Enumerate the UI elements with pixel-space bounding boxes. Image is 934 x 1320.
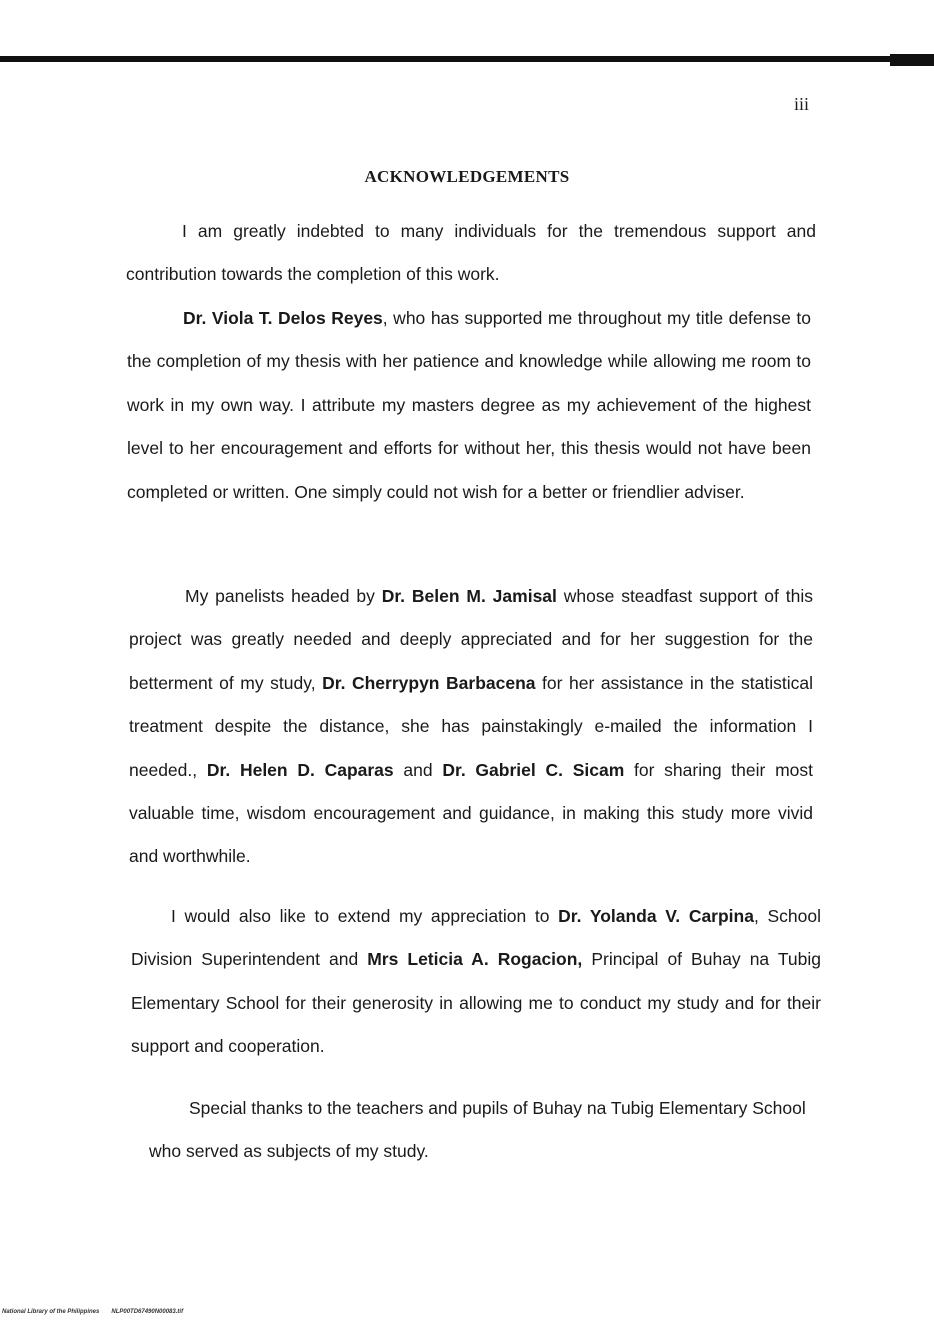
person-name: Mrs Leticia A. Rogacion,: [367, 949, 583, 970]
paragraph-intro: [126, 210, 816, 297]
paragraph-text: and: [393, 759, 443, 780]
document-id: NLP00TD67490N00083.tif: [111, 1309, 184, 1315]
paragraph-text: whose steadfast support of this project was greatly needed and deeply appreciated and for her suggestion for the betterment of my study,: [129, 586, 813, 693]
scan-credit: [2, 1309, 183, 1315]
paragraph-text: Principal of Buhay na Tubig Elementary School for their generosity in allowing me to conduct my study and for their support and cooperation.: [131, 949, 821, 1057]
person-name: Dr. Helen D. Caparas: [206, 759, 394, 780]
person-name: Dr. Viola T. Delos Reyes: [183, 308, 383, 328]
paragraph-text: Special thanks to the teachers and pupils of Buhay na Tubig Elementary School who served as subjects of my study.: [149, 1098, 806, 1162]
library-name: National Library of the Philippines: [2, 1309, 100, 1315]
paragraph-text: for her assistance in the statistical treatment despite the distance, she has painstakingly e-mailed the information I needed.,: [129, 672, 813, 780]
person-name: Dr. Cherrypyn Barbacena: [322, 672, 536, 693]
paragraph-superintendent: [131, 895, 821, 1069]
paragraph-panelists: [129, 575, 813, 879]
person-name: Dr. Belen M. Jamisal: [381, 586, 557, 606]
person-name: Dr. Yolanda V. Carpina: [558, 906, 754, 926]
top-rule: [0, 56, 934, 62]
paragraph-adviser: [127, 297, 811, 514]
paragraph-text: , School Division Superintendent and: [131, 906, 821, 970]
person-name: Dr. Gabriel C. Sicam: [442, 759, 625, 780]
paragraph-special-thanks: [149, 1087, 821, 1174]
paragraph-text: My panelists headed by: [185, 586, 382, 606]
top-rule-end: [890, 54, 934, 66]
paragraph-text: for sharing their most valuable time, wisdom encouragement and guidance, in making this study more vivid and worthwhile.: [129, 759, 814, 867]
page-title: ACKNOWLEDGEMENTS: [364, 167, 570, 186]
paragraph-text: I would also like to extend my appreciation to: [171, 906, 559, 926]
page-number: iii: [794, 94, 810, 114]
paragraph-text: I am greatly indebted to many individuals for the tremendous support and contribution towards the completion of this work.: [126, 221, 816, 285]
paragraph-text: , who has supported me throughout my title defense to the completion of my thesis with her patience and knowledge while allowing me room to work in my own way. I attribute my masters degree as my achievement of the highest level to her encouragement and efforts for without her, this thesis would not have been completed or written. One simply could not wish for a better or friendlier adviser.: [127, 308, 811, 502]
